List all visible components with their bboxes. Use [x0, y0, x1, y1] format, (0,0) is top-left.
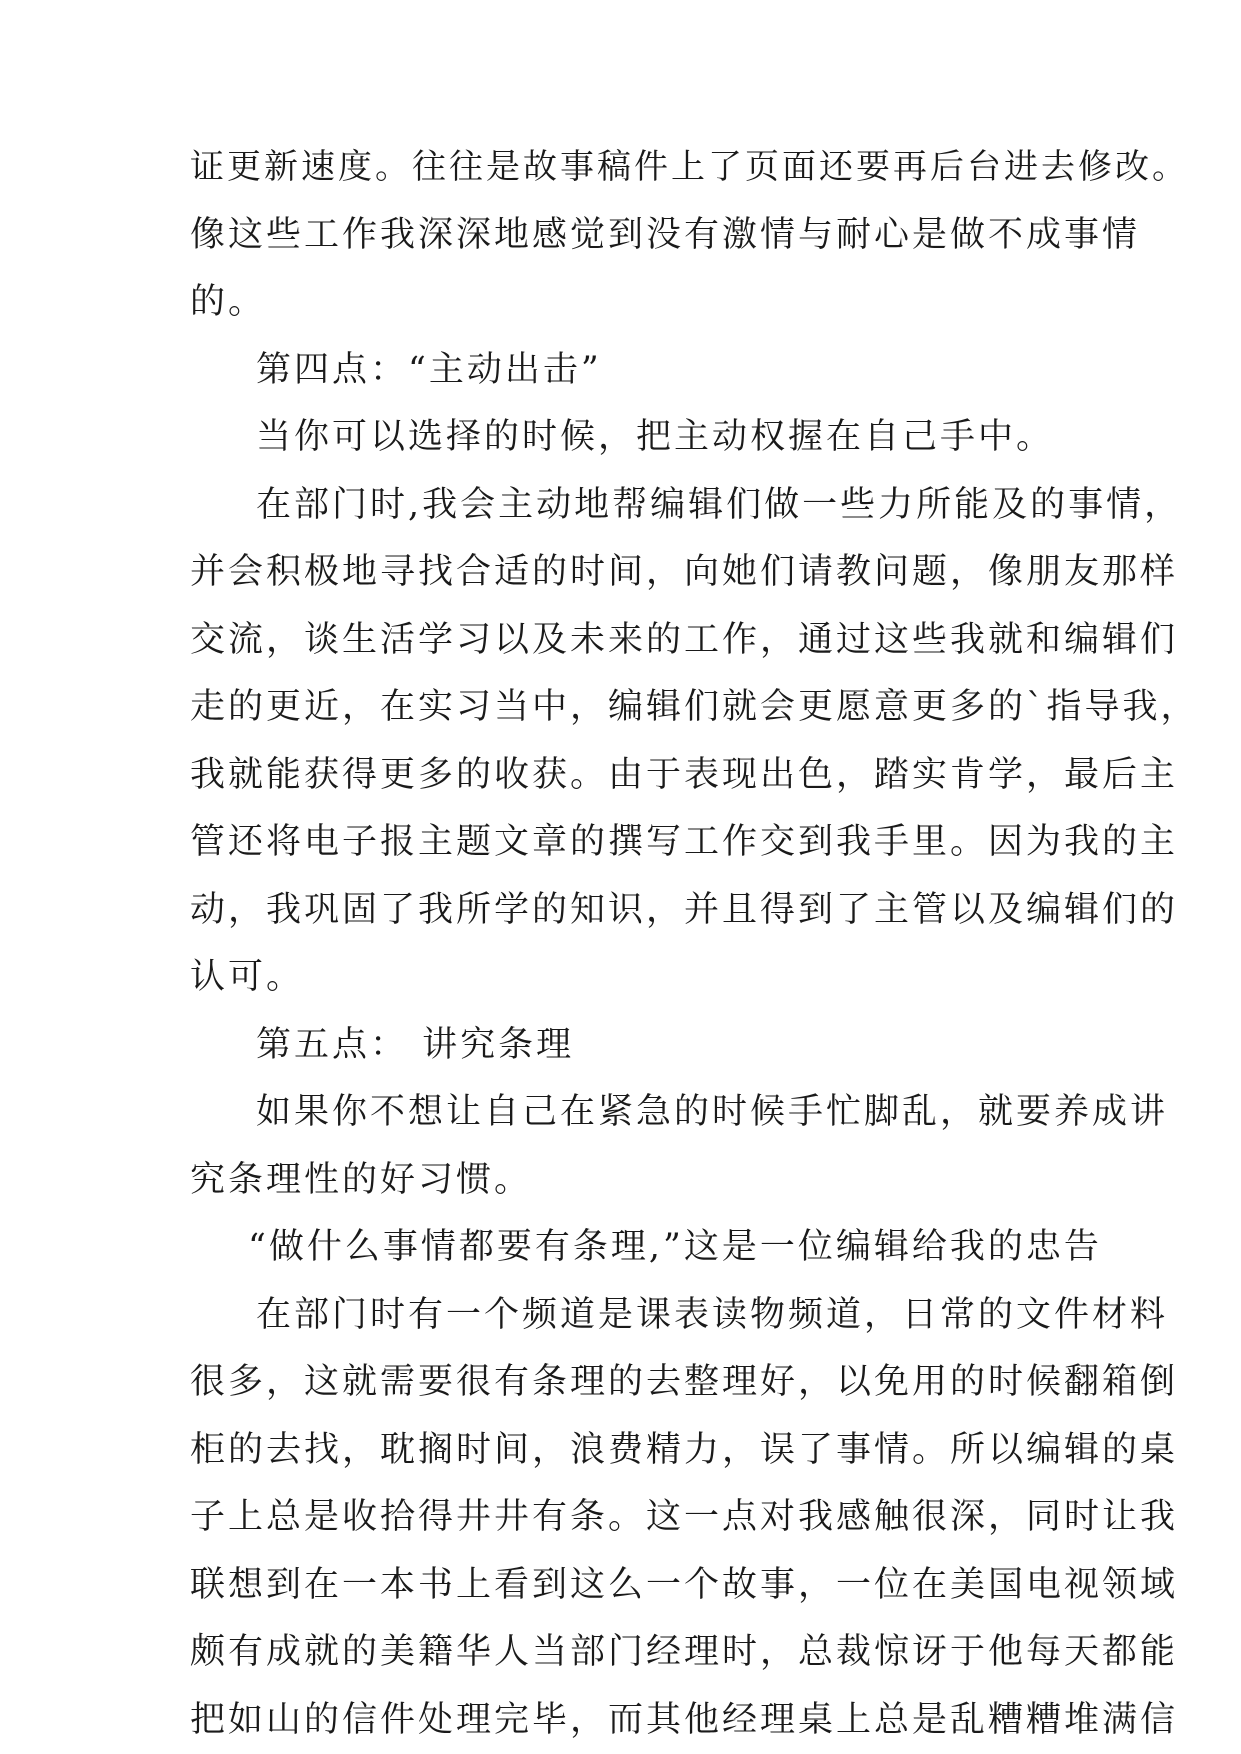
text-line: 联想到在一本书上看到这么一个故事，一位在美国电视领域: [190, 1565, 1179, 1605]
section-heading: 第四点：“主动出击”: [256, 350, 602, 390]
text-line: 在部门时,我会主动地帮编辑们做一些力所能及的事情，: [256, 485, 1183, 525]
text-line: 交流，谈生活学习以及未来的工作，通过这些我就和编辑们: [190, 620, 1179, 660]
text-line: 动，我巩固了我所学的知识，并且得到了主管以及编辑们的: [190, 890, 1179, 930]
text-line: 管还将电子报主题文章的撰写工作交到我手里。因为我的主: [190, 822, 1179, 862]
text-line: 证更新速度。往往是故事稿件上了页面还要再后台进去修改。: [190, 147, 1189, 187]
text-line: 究条理性的好习惯。: [190, 1160, 533, 1200]
text-line: 当你可以选择的时候，把主动权握在自己手中。: [256, 417, 1055, 457]
text-line: 如果你不想让自己在紧急的时候手忙脚乱，就要养成讲: [256, 1092, 1169, 1132]
text-line: 柜的去找，耽搁时间，浪费精力，误了事情。所以编辑的桌: [190, 1430, 1179, 1470]
text-line: 把如山的信件处理完毕，而其他经理桌上总是乱糟糟堆满信: [190, 1700, 1179, 1740]
text-line: 子上总是收拾得井井有条。这一点对我感触很深，同时让我: [190, 1497, 1179, 1537]
text-line: 我就能获得更多的收获。由于表现出色，踏实肯学，最后主: [190, 755, 1179, 795]
text-line: 的。: [190, 282, 267, 322]
text-line: 颇有成就的美籍华人当部门经理时，总裁惊讶于他每天都能: [190, 1632, 1179, 1672]
text-line: 认可。: [190, 957, 305, 997]
quote-line: “做什么事情都要有条理,”这是一位编辑给我的忠告: [248, 1227, 1102, 1267]
text-line: 很多，这就需要很有条理的去整理好，以免用的时候翻箱倒: [190, 1362, 1179, 1402]
section-heading: 第五点： 讲究条理: [256, 1025, 575, 1065]
text-line: 走的更近，在实习当中，编辑们就会更愿意更多的`指导我，: [190, 687, 1199, 727]
text-line: 在部门时有一个频道是课表读物频道，日常的文件材料: [256, 1295, 1169, 1335]
text-line: 像这些工作我深深地感觉到没有激情与耐心是做不成事情: [190, 215, 1141, 255]
text-line: 并会积极地寻找合适的时间，向她们请教问题，像朋友那样: [190, 552, 1179, 592]
